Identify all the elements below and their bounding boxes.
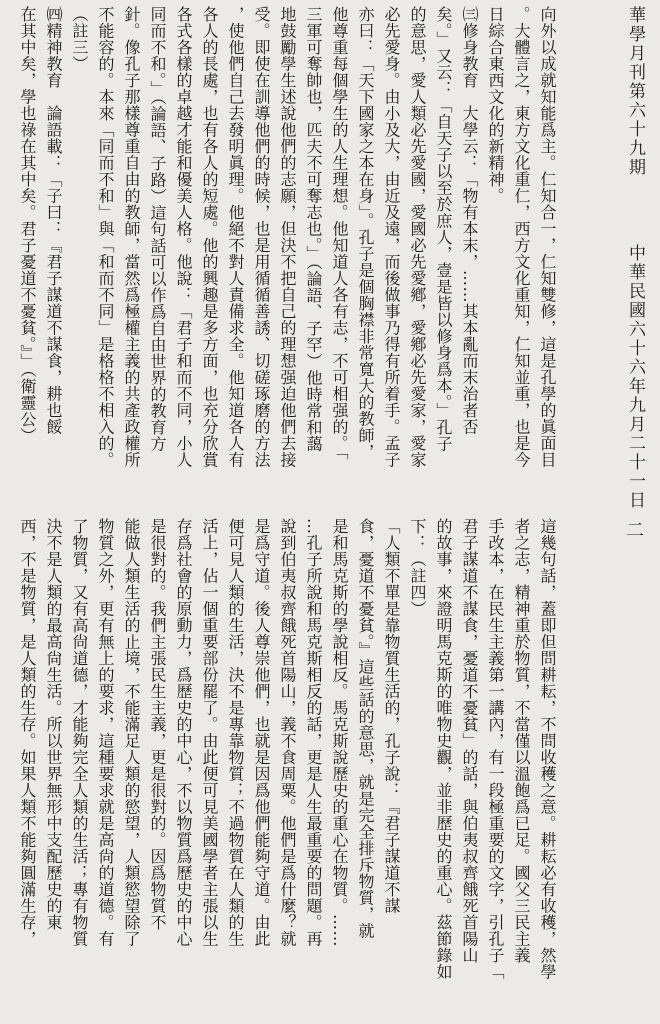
text-column: 是很對的。我們主張民生主義，更是很對的。因爲物質不 bbox=[148, 518, 167, 931]
text-column: 決不是人類的最高尙生活。所以世界無形中支配歷史的東 bbox=[44, 518, 63, 931]
text-column: 日綜合東西文化的新精神。 bbox=[486, 6, 505, 204]
text-column: ㈢修身教育 大學云：「物有本末，……其本亂而末治者否 bbox=[460, 6, 479, 435]
text-column: 。大體言之，東方文化重仁，西方文化重知，仁知並重，也是今 bbox=[512, 6, 531, 468]
text-column: 是和馬克斯的學說相反。馬克斯說歷史的重心在物質。…… bbox=[330, 518, 349, 947]
top-text-block bbox=[14, 6, 612, 498]
text-column: 存爲社會的原動力，爲歷史的中心，不以物質爲歷史的中心 bbox=[174, 518, 193, 947]
text-column: 他尊重每個學生的人生理想。他知道人各有志，不可相强的。「 bbox=[330, 6, 349, 460]
text-column: 各式各樣的卓越才能和優美人格。他說：「君子和而不同，小人 bbox=[174, 6, 193, 468]
text-column: 在其中矣，學也祿在其中矣。君子憂道不憂貧。』」（衛靈公） bbox=[18, 6, 37, 444]
text-column: 三軍可奪帥也，匹夫不可奪志也。」（論語、子罕）他時常和藹 bbox=[304, 6, 323, 452]
text-column: …孔子所說和馬克斯相反的話，更是人生最重要的問題。再 bbox=[304, 518, 323, 947]
text-column: ，使他們自己去發明眞理。他絕不對人責備求全。他知道各人有 bbox=[226, 6, 245, 468]
journal-header bbox=[623, 6, 648, 510]
text-column: 是爲守道。後人尊崇他們，也就是因爲他們能夠守道。由此 bbox=[252, 518, 271, 947]
text-column: 各人的長處，也有各人的短處。他的興趣是多方面，也充分欣賞 bbox=[200, 6, 219, 468]
text-column: 活上，佔一個重要部份罷了。由此便可見美國學者主張以生 bbox=[200, 518, 219, 947]
text-column: 能做人類生活的止境，不能滿足人類的慾望，人類慾望除了 bbox=[122, 518, 141, 947]
text-column: （註三） bbox=[70, 6, 89, 72]
page-number: 二 bbox=[623, 520, 644, 538]
text-column: 亦曰：「天下國家之本在身」。孔子是個胸襟非常寬大的教師， bbox=[356, 6, 375, 460]
publication-date: 中華民國六十六年九月二十一日 bbox=[625, 244, 645, 510]
text-column: 食，憂道不憂貧。』這些話的意思，就是完全排斥物質，就 bbox=[356, 518, 375, 939]
text-column: 便可見人類的生活，決不是專靠物質；不過物質在人類的生 bbox=[226, 518, 245, 947]
text-column: 下：（註四） bbox=[408, 518, 427, 617]
text-column: 物質之外，更有無上的要求，這種要求就是高尙的道德。有 bbox=[96, 518, 115, 947]
bottom-text-block bbox=[14, 518, 612, 1018]
text-column: 西，不是物質，是人類的生存。如果人類不能夠圓滿生存， bbox=[18, 518, 37, 947]
text-column: 的意思，愛人類必先愛國，愛國必先愛鄕，愛鄕必先愛家，愛家 bbox=[408, 6, 427, 468]
text-column: 的故事，來證明馬克斯的唯物史觀，並非歷史的重心。茲節錄如 bbox=[434, 518, 453, 980]
text-column: 「人類不單是靠物質生活的，孔子說：『君子謀道不謀 bbox=[382, 518, 401, 914]
journal-title: 華學月刊第六十九期 bbox=[625, 6, 645, 177]
text-column: 向外以成就知能爲主。仁知合一，仁知雙修，這是孔學的眞面目 bbox=[538, 6, 557, 468]
text-column: 者之志，精神重於物質，不當僅以溫飽爲已足。國父三民主義 bbox=[512, 518, 531, 964]
text-column: 說到伯夷叔齊餓死首陽山，義不食周粟。他們是爲什麼？就 bbox=[278, 518, 297, 947]
text-column: 不能容的。本來「同而不和」與「和而不同」是格格不相入的。 bbox=[96, 6, 115, 468]
text-column: 必先愛身。由小及大，由近及遠，而後做事乃得有所着手。孟子 bbox=[382, 6, 401, 468]
text-column: 受。即使在訓導他們的時候，也是用循循善誘、切磋琢磨的方法 bbox=[252, 6, 271, 468]
text-column: 君子謀道不謀食，憂道不憂貧」的話，與伯夷叔齊餓死首陽山 bbox=[460, 518, 479, 964]
text-column: 手改本，在民生主義第一講內，有一段極重要的文字，引孔子「 bbox=[486, 518, 505, 980]
text-column: 針。像孔子那樣尊重自由的教師，當然爲極權主義的共產政權所 bbox=[122, 6, 141, 468]
text-column: 了物質，又有高尙道德，才能夠完全人類的生活；專有物質 bbox=[70, 518, 89, 947]
text-column: 這幾句話，蓋即但問耕耘，不問收穫之意。耕耘必有收穫，然學 bbox=[538, 518, 557, 980]
text-column: 地鼓勵學生述說他們的志願，但決不把自己的理想强迫他們去接 bbox=[278, 6, 297, 468]
text-column: 同而不和。」（論語、子路）這句話可以作爲自由世界的教育方 bbox=[148, 6, 167, 452]
text-column: ㈣精神教育 論語載：「子曰：『君子謀道不謀食，耕也餒 bbox=[44, 6, 63, 435]
text-column: 矣。」又云：「自天子以至於庶人，壹是皆以修身爲本。」孔子 bbox=[434, 6, 453, 452]
